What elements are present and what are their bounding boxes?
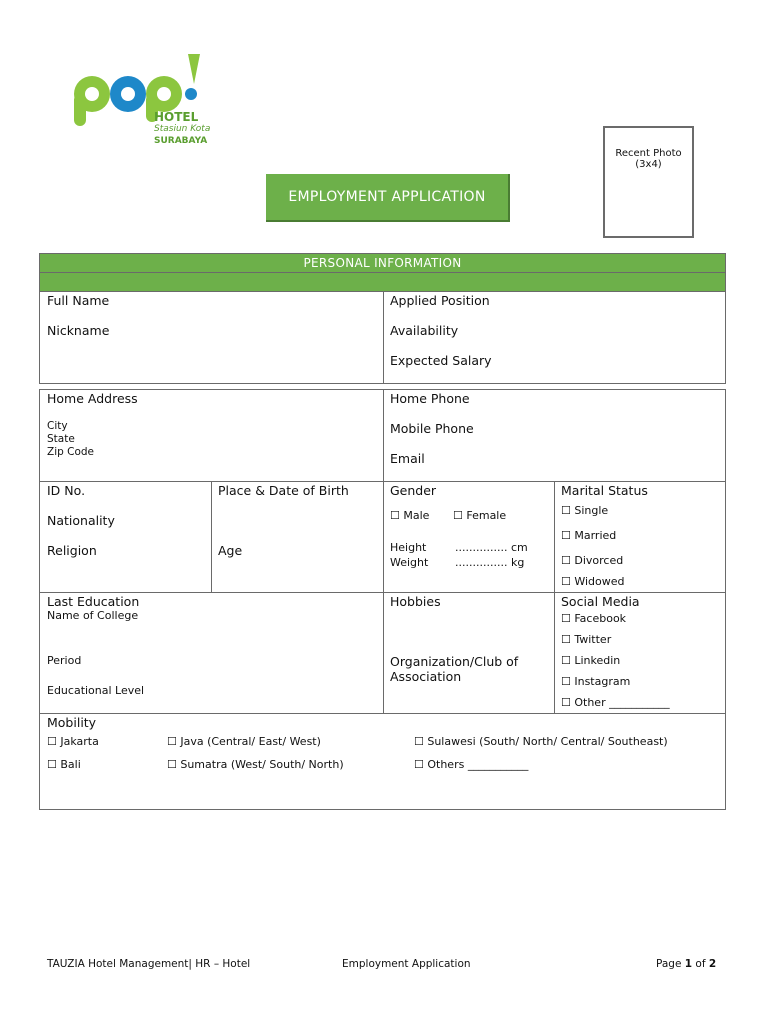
availability-label: Availability: [390, 323, 459, 338]
marital-single-checkbox[interactable]: ☐ Single: [561, 504, 609, 517]
page-total: 2: [708, 958, 717, 970]
divider: [383, 389, 384, 713]
mobility-sumatra-checkbox[interactable]: ☐ Sumatra (West/ South/ North): [167, 758, 344, 771]
age-label: Age: [218, 543, 243, 558]
page-of: of: [695, 958, 706, 970]
social-facebook-checkbox[interactable]: ☐ Facebook: [561, 612, 627, 625]
weight-label: Weight: [390, 556, 429, 569]
footer-company: TAUZIA Hotel Management| HR – Hotel: [47, 958, 251, 970]
organization-label-line2: Association: [390, 669, 462, 684]
logo-hotel-text: HOTEL: [154, 110, 199, 124]
organization-label-line1: Organization/Club of: [390, 654, 519, 669]
nickname-label: Nickname: [47, 323, 110, 338]
email-label: Email: [390, 451, 425, 466]
gender-female-checkbox[interactable]: ☐ Female: [453, 509, 507, 522]
mobility-others-checkbox[interactable]: ☐ Others ___________: [414, 758, 529, 771]
place-date-of-birth-label: Place & Date of Birth: [218, 483, 349, 498]
educational-level-label: Educational Level: [47, 684, 145, 697]
religion-label: Religion: [47, 543, 97, 558]
photo-size-label: (3x4): [635, 159, 662, 170]
divider: [383, 291, 384, 384]
social-linkedin-checkbox[interactable]: ☐ Linkedin: [561, 654, 621, 667]
page-title: EMPLOYMENT APPLICATION: [266, 174, 510, 222]
logo-graphic: [70, 50, 220, 150]
id-no-label: ID No.: [47, 483, 86, 498]
mobility-bali-checkbox[interactable]: ☐ Bali: [47, 758, 81, 771]
weight-field[interactable]: ............... kg: [455, 556, 525, 569]
mobility-jakarta-checkbox[interactable]: ☐ Jakarta: [47, 735, 99, 748]
photo-label: Recent Photo: [615, 148, 682, 159]
state-label: State: [47, 433, 75, 445]
mobility-label: Mobility: [47, 715, 97, 730]
marital-status-label: Marital Status: [561, 483, 648, 498]
period-label: Period: [47, 654, 82, 667]
mobility-java-checkbox[interactable]: ☐ Java (Central/ East/ West): [167, 735, 321, 748]
home-address-label: Home Address: [47, 391, 138, 406]
last-education-label: Last Education: [47, 594, 140, 609]
divider: [39, 713, 726, 714]
gender-label: Gender: [390, 483, 437, 498]
footer-document-title: Employment Application: [342, 958, 471, 970]
gender-male-checkbox[interactable]: ☐ Male: [390, 509, 430, 522]
zip-code-label: Zip Code: [47, 446, 94, 458]
college-name-label: Name of College: [47, 609, 139, 622]
social-instagram-checkbox[interactable]: ☐ Instagram: [561, 675, 631, 688]
hotel-logo: [70, 50, 220, 150]
social-media-label: Social Media: [561, 594, 640, 609]
marital-divorced-checkbox[interactable]: ☐ Divorced: [561, 554, 624, 567]
recent-photo-box[interactable]: [603, 126, 694, 238]
expected-salary-label: Expected Salary: [390, 353, 492, 368]
divider: [554, 481, 555, 713]
page-current: 1: [684, 958, 693, 970]
full-name-label: Full Name: [47, 293, 110, 308]
height-label: Height: [390, 541, 427, 554]
social-other-checkbox[interactable]: ☐ Other ___________: [561, 696, 670, 709]
mobile-phone-label: Mobile Phone: [390, 421, 474, 436]
nationality-label: Nationality: [47, 513, 115, 528]
footer-page-number: [656, 958, 716, 970]
city-label: City: [47, 420, 68, 432]
home-phone-label: Home Phone: [390, 391, 470, 406]
section-header-spacer: [39, 272, 726, 292]
page-prefix: Page: [656, 958, 682, 970]
logo-city-text: SURABAYA: [154, 136, 208, 146]
logo-location-text: Stasiun Kota: [154, 124, 211, 134]
mobility-sulawesi-checkbox[interactable]: ☐ Sulawesi (South/ North/ Central/ Southeast): [414, 735, 668, 748]
applied-position-label: Applied Position: [390, 293, 490, 308]
hobbies-label: Hobbies: [390, 594, 441, 609]
social-twitter-checkbox[interactable]: ☐ Twitter: [561, 633, 612, 646]
section-header-personal-info: PERSONAL INFORMATION: [39, 253, 726, 273]
divider: [211, 481, 212, 592]
marital-widowed-checkbox[interactable]: ☐ Widowed: [561, 575, 625, 588]
marital-married-checkbox[interactable]: ☐ Married: [561, 529, 617, 542]
height-field[interactable]: ............... cm: [455, 541, 528, 554]
